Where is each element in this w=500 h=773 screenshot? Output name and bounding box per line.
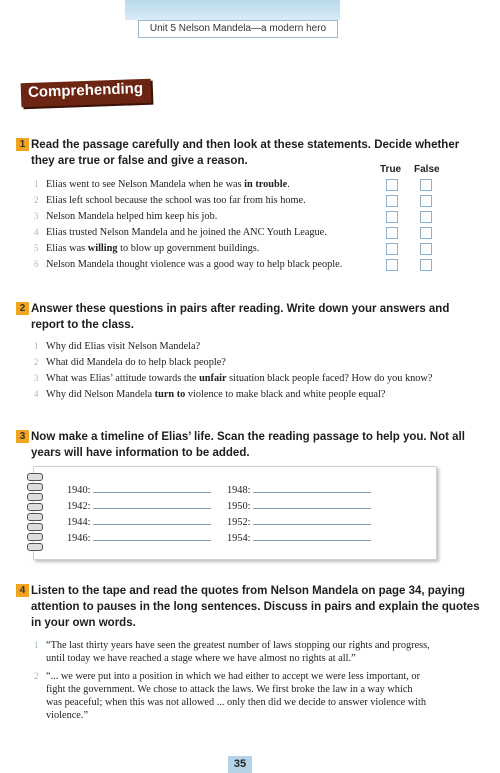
question-text: Why did Elias visit Nelson Mandela?: [46, 341, 201, 352]
q2-prompt: [16, 301, 449, 333]
false-header: False: [414, 164, 440, 175]
statement-text: Elias left school because the school was too far from his home.: [46, 195, 306, 206]
false-checkbox[interactable]: [420, 243, 432, 255]
statement-row: [34, 258, 342, 271]
statement-text: Elias went to see Nelson Mandela when he was: [46, 179, 245, 190]
q2-number: 2: [16, 302, 29, 315]
statement-number: 4: [34, 227, 39, 237]
quote-1: [34, 639, 430, 665]
true-header: True: [380, 164, 402, 175]
timeline-entry: [67, 515, 211, 529]
statement-text: Elias was: [46, 243, 88, 254]
false-checkbox[interactable]: [420, 195, 432, 207]
spiral-ring: [27, 483, 43, 491]
statement-row: [34, 210, 217, 223]
question-text: What did Mandela do to help black people?: [46, 357, 226, 368]
true-checkbox[interactable]: [386, 227, 398, 239]
timeline-year: 1954:: [227, 533, 251, 544]
timeline-year: 1940:: [67, 485, 91, 496]
false-checkbox[interactable]: [420, 227, 432, 239]
q3-prompt-line1: Now make a timeline of Elias’ life. Scan the reading passage to help you. Not all: [31, 431, 465, 443]
header-sky-band: [125, 0, 340, 20]
spiral-ring: [27, 523, 43, 531]
q4-prompt-line3: in your own words.: [31, 617, 136, 629]
question-row: [34, 356, 226, 369]
question-text-end: violence to make black and white people equal?: [185, 389, 386, 400]
timeline-entry: [67, 483, 211, 497]
timeline-entry: [227, 499, 371, 513]
answer-line[interactable]: [253, 483, 371, 493]
q1-number: 1: [16, 138, 29, 151]
question-number: 1: [34, 341, 39, 351]
q1-prompt-line2: they are true or false and give a reason.: [31, 155, 248, 167]
statement-text: Elias trusted Nelson Mandela and he joined the ANC Youth League.: [46, 227, 327, 238]
q3-prompt-line2: years will have information to be added.: [31, 447, 250, 459]
timeline-notebook: [33, 466, 437, 560]
timeline-entry: [67, 531, 211, 545]
timeline-year: 1950:: [227, 501, 251, 512]
question-bold-term: unfair: [199, 373, 227, 384]
quote-number: 2: [34, 671, 39, 681]
false-checkbox[interactable]: [420, 179, 432, 191]
true-checkbox[interactable]: [386, 259, 398, 271]
quote-line: was peaceful; when this was not allowed ... only then did we decide to answer violence with: [46, 697, 427, 708]
answer-line[interactable]: [253, 499, 371, 509]
statement-text: Nelson Mandela helped him keep his job.: [46, 211, 218, 222]
answer-line[interactable]: [93, 515, 211, 525]
question-text: Why did Nelson Mandela: [46, 389, 155, 400]
statement-row: [34, 242, 259, 255]
timeline-entry: [227, 531, 371, 545]
q2-prompt-line2: report to the class.: [31, 319, 134, 331]
question-row: [34, 340, 200, 353]
statement-row: [34, 226, 327, 239]
timeline-entry: [227, 515, 371, 529]
question-text-end: situation black people faced? How do you know?: [226, 373, 433, 384]
question-row: [34, 372, 432, 385]
false-checkbox[interactable]: [420, 211, 432, 223]
answer-line[interactable]: [93, 499, 211, 509]
q2-prompt-line1: Answer these questions in pairs after reading. Write down your answers and: [31, 303, 450, 315]
statement-bold-term: willing: [87, 243, 118, 254]
spiral-ring: [27, 493, 43, 501]
statement-number: 1: [34, 179, 39, 189]
quote-line: violence.”: [46, 710, 89, 721]
statement-number: 6: [34, 259, 39, 269]
q3-prompt: [16, 429, 465, 461]
question-number: 4: [34, 389, 39, 399]
q4-number: 4: [16, 584, 29, 597]
true-checkbox[interactable]: [386, 195, 398, 207]
section-title: Comprehending: [27, 79, 144, 102]
page-number: 35: [228, 756, 252, 773]
true-checkbox[interactable]: [386, 243, 398, 255]
statement-row: [34, 194, 306, 207]
timeline-year: 1944:: [67, 517, 91, 528]
quote-number: 1: [34, 640, 39, 650]
timeline-entry: [67, 499, 211, 513]
statement-row: [34, 178, 290, 191]
question-text: What was Elias’ attitude towards the: [46, 373, 200, 384]
false-checkbox[interactable]: [420, 259, 432, 271]
statement-bold-term: in trouble: [244, 179, 288, 190]
unit-title: Unit 5 Nelson Mandela—a modern hero: [138, 20, 338, 38]
timeline-year: 1946:: [67, 533, 91, 544]
statement-text-end: to blow up government buildings.: [117, 243, 260, 254]
q4-prompt-line1: Listen to the tape and read the quotes from Nelson Mandela on page 34, paying: [31, 585, 465, 597]
quote-line: until today we have reached a stage where we have almost no rights at all.”: [46, 653, 356, 664]
quote-line: “The last thirty years have seen the greatest number of laws stopping our rights and progress,: [46, 640, 430, 651]
spiral-ring: [27, 513, 43, 521]
true-checkbox[interactable]: [386, 211, 398, 223]
quote-line: fight the government. We chose to attack the laws. We first broke the law in a way which: [46, 684, 413, 695]
timeline-year: 1948:: [227, 485, 251, 496]
answer-line[interactable]: [253, 515, 371, 525]
statement-text: Nelson Mandela thought violence was a good way to help black people.: [46, 259, 343, 270]
answer-line[interactable]: [93, 483, 211, 493]
spiral-ring: [27, 473, 43, 481]
statement-text-end: .: [287, 179, 290, 190]
spiral-ring: [27, 503, 43, 511]
question-bold-term: turn to: [154, 389, 186, 400]
answer-line[interactable]: [253, 531, 371, 541]
q3-number: 3: [16, 430, 29, 443]
statement-number: 5: [34, 243, 39, 253]
statement-number: 3: [34, 211, 39, 221]
q4-prompt-line2: attention to pauses in the long sentences. Discuss in pairs and explain the quotes: [31, 601, 480, 613]
question-number: 2: [34, 357, 39, 367]
timeline-year: 1952:: [227, 517, 251, 528]
quote-2: [34, 670, 426, 722]
statement-number: 2: [34, 195, 39, 205]
q4-prompt: [16, 583, 480, 631]
timeline-year: 1942:: [67, 501, 91, 512]
spiral-ring: [27, 543, 43, 551]
q1-prompt-line1: Read the passage carefully and then look at these statements. Decide whether: [31, 139, 460, 151]
question-row: [34, 388, 385, 401]
question-number: 3: [34, 373, 39, 383]
timeline-entry: [227, 483, 371, 497]
spiral-ring: [27, 533, 43, 541]
true-checkbox[interactable]: [386, 179, 398, 191]
answer-line[interactable]: [93, 531, 211, 541]
quote-line: “... we were put into a position in which we had either to accept we were less important, or: [46, 671, 421, 682]
